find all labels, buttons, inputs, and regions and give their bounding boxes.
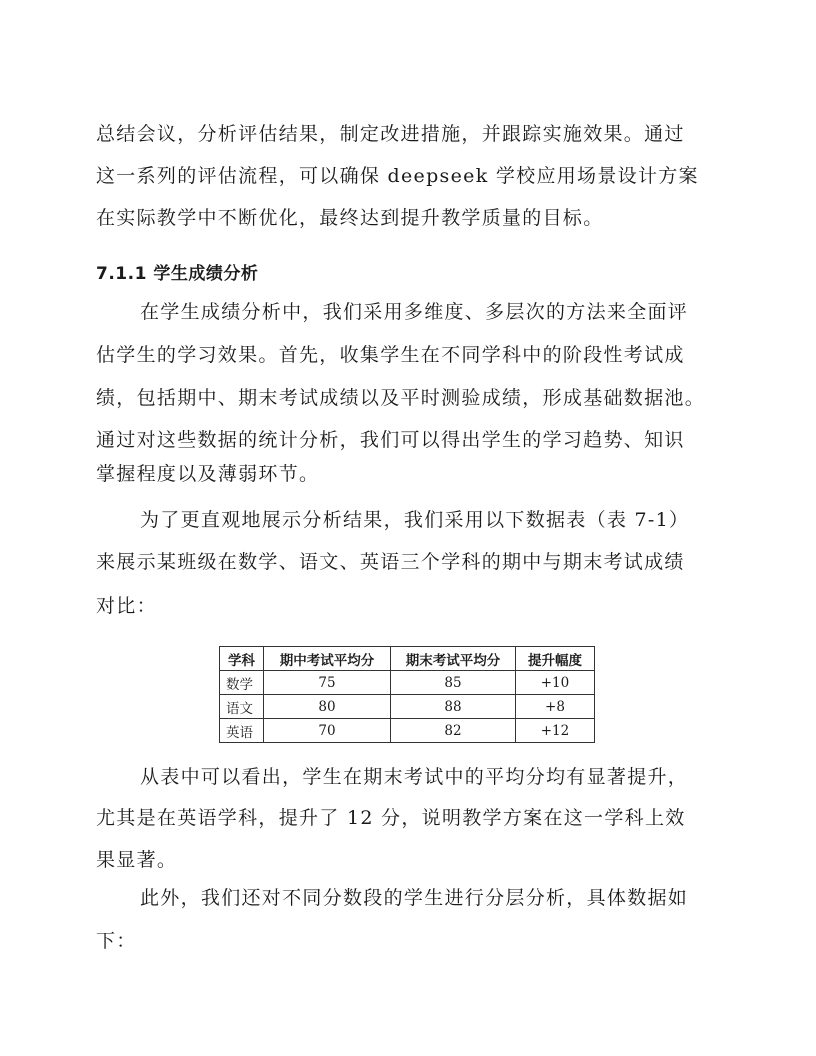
table-row: [220, 719, 595, 743]
layered-line-1: 此外，我们还对不同分数段的学生进行分层分析，具体数据如: [140, 887, 689, 909]
method-line-5: 掌握程度以及薄弱环节。: [96, 463, 320, 485]
intro-line-3: 在实际教学中不断优化，最终达到提升教学质量的目标。: [96, 207, 604, 229]
table-intro-line-2: 来展示某班级在数学、语文、英语三个学科的期中与期末考试成绩: [96, 551, 685, 573]
header-final: 期末考试平均分: [391, 647, 516, 671]
method-line-1: 在学生成绩分析中，我们采用多维度、多层次的方法来全面评: [140, 301, 689, 323]
cell-subject: 英语: [220, 719, 264, 743]
header-improvement: 提升幅度: [516, 647, 595, 671]
intro-line-2: 这一系列的评估流程，可以确保 deepseek 学校应用场景设计方案: [96, 165, 699, 187]
score-table: [219, 646, 595, 743]
conclusion-line-1: 从表中可以看出，学生在期末考试中的平均分均有显著提升，: [140, 766, 689, 788]
method-line-3: 绩，包括期中、期末考试成绩以及平时测验成绩，形成基础数据池。: [96, 387, 706, 409]
conclusion-line-2: 尤其是在英语学科，提升了 12 分，说明教学方案在这一学科上效: [96, 807, 686, 829]
cell-improvement: +8: [516, 695, 595, 719]
header-midterm: 期中考试平均分: [264, 647, 391, 671]
table-row: [220, 671, 595, 695]
cell-final: 85: [391, 671, 516, 695]
score-table-container: [219, 646, 595, 743]
conclusion-line-3: 果显著。: [96, 849, 178, 871]
cell-midterm: 80: [264, 695, 391, 719]
cell-subject: 数学: [220, 671, 264, 695]
header-subject: 学科: [220, 647, 264, 671]
intro-line-1: 总结会议，分析评估结果，制定改进措施，并跟踪实施效果。通过: [96, 123, 685, 145]
cell-final: 88: [391, 695, 516, 719]
table-row: [220, 695, 595, 719]
cell-midterm: 75: [264, 671, 391, 695]
cell-midterm: 70: [264, 719, 391, 743]
cell-improvement: +12: [516, 719, 595, 743]
cell-improvement: +10: [516, 671, 595, 695]
method-line-2: 估学生的学习效果。首先，收集学生在不同学科中的阶段性考试成: [96, 344, 685, 366]
table-intro-line-1: 为了更直观地展示分析结果，我们采用以下数据表（表 7-1）: [140, 509, 690, 531]
cell-final: 82: [391, 719, 516, 743]
table-intro-line-3: 对比：: [96, 595, 157, 617]
method-line-4: 通过对这些数据的统计分析，我们可以得出学生的学习趋势、知识: [96, 429, 685, 451]
layered-line-2: 下：: [96, 930, 137, 952]
cell-subject: 语文: [220, 695, 264, 719]
table-header-row: [220, 647, 595, 671]
section-heading: 7.1.1 学生成绩分析: [96, 264, 259, 284]
